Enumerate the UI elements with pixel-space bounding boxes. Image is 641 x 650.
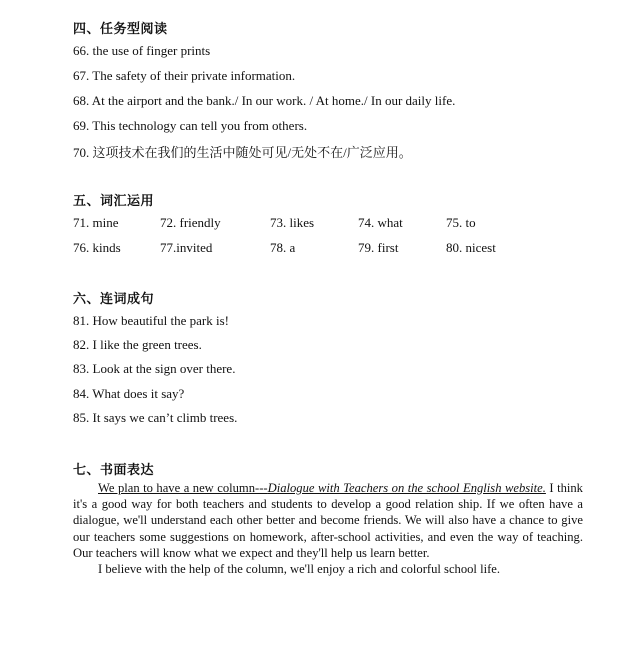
section-7-heading: 七、书面表达 (73, 463, 155, 478)
answer-72: 72. friendly (160, 215, 221, 230)
essay-column-title: Dialogue with Teachers on the school English website. (267, 481, 546, 495)
section-6-heading: 六、连词成句 (73, 292, 155, 307)
answer-78: 78. a (270, 240, 296, 255)
answer-67: 67. The safety of their private information. (73, 68, 296, 83)
essay-intro-underlined: We plan to have a new column--- (98, 481, 268, 495)
answer-84: 84. What does it say? (73, 386, 185, 401)
answer-83: 83. Look at the sign over there. (73, 361, 236, 376)
answer-77: 77.invited (160, 240, 213, 255)
answer-70: 70. 这项技术在我们的生活中随处可见/无处不在/广泛应用。 (73, 145, 412, 160)
answer-66: 66. the use of finger prints (73, 43, 211, 58)
answer-74: 74. what (358, 215, 403, 230)
essay-paragraph-1 (73, 480, 583, 561)
section-4-heading: 四、任务型阅读 (73, 22, 168, 37)
answer-73: 73. likes (270, 215, 315, 230)
section-5-heading: 五、词汇运用 (73, 194, 155, 209)
answer-76: 76. kinds (73, 240, 121, 255)
answer-79: 79. first (358, 240, 399, 255)
essay-paragraph-2: I believe with the help of the column, we'll enjoy a rich and colorful school life. (98, 562, 500, 576)
answer-81: 81. How beautiful the park is! (73, 313, 229, 328)
answer-68: 68. At the airport and the bank./ In our work. / At home./ In our daily life. (73, 93, 456, 108)
answer-82: 82. I like the green trees. (73, 337, 202, 352)
answer-85: 85. It says we can’t climb trees. (73, 410, 238, 425)
answer-71: 71. mine (73, 215, 119, 230)
answer-69: 69. This technology can tell you from others. (73, 118, 308, 133)
answer-80: 80. nicest (446, 240, 496, 255)
answer-75: 75. to (446, 215, 476, 230)
essay-body-text: I think it's a good way for both teachers and students to develop a good relation ship. If we often have a dialogue, we'll understand each other better and become friends. We will also have a chance to give our teachers some suggestions on homework, after-school activities, and even the way of teaching. Our teachers will know what we expect and they'll help us learn better. (73, 481, 583, 560)
